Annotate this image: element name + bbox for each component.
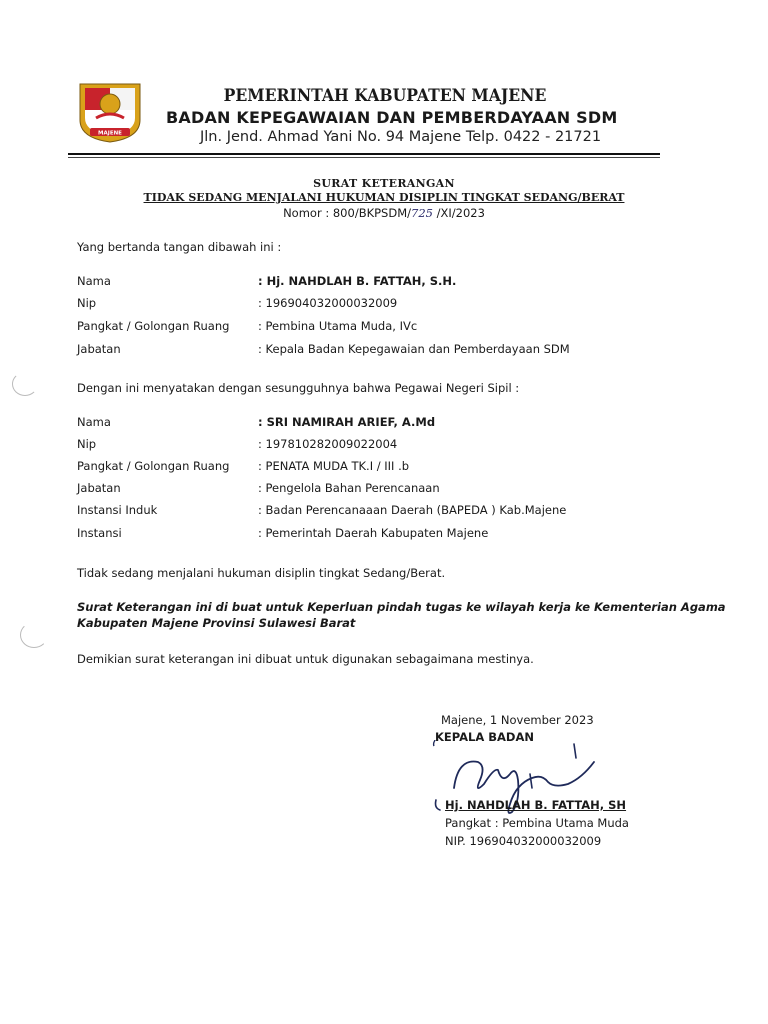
employee-value: : PENATA MUDA TK.I / III .b (258, 459, 410, 473)
signer-row-jabatan (77, 342, 637, 358)
employee-value: : 197810282009022004 (258, 437, 398, 451)
intro-text: Yang bertanda tangan dibawah ini : (77, 240, 282, 254)
employee-label: Nip (77, 437, 97, 451)
document-number-prefix: Nomor : 800/BKPSDM/ (283, 206, 412, 220)
employee-value: : SRI NAMIRAH ARIEF, A.Md (258, 415, 436, 429)
document-subtitle: TIDAK SEDANG MENJALANI HUKUMAN DISIPLIN TINGKAT SEDANG/BERAT (143, 191, 625, 204)
letterhead-agency: BADAN KEPEGAWAIAN DAN PEMBERDAYAAN SDM (166, 108, 618, 127)
employee-value: : Pemerintah Daerah Kabupaten Majene (258, 526, 489, 540)
letterhead-divider (68, 153, 660, 155)
employee-row-jabatan (77, 481, 637, 497)
employee-label: Jabatan (77, 481, 121, 495)
employee-row-nama (77, 415, 637, 431)
signature-rank: Pangkat : Pembina Utama Muda (445, 816, 629, 830)
document-number-handwritten: 725 (411, 206, 433, 220)
logo-text: MAJENE (98, 130, 122, 137)
employee-label: Nama (77, 415, 111, 429)
signer-value: : 196904032000032009 (258, 296, 398, 310)
signature-nip: NIP. 196904032000032009 (445, 834, 602, 848)
signer-value: : Hj. NAHDLAH B. FATTAH, S.H. (258, 274, 457, 288)
signature-place-date: Majene, 1 November 2023 (441, 713, 594, 727)
employee-row-instansi (77, 526, 637, 542)
employee-value: : Pengelola Bahan Perencanaan (258, 481, 440, 495)
signer-value: : Pembina Utama Muda, IVc (258, 319, 418, 333)
purpose-text-line1: Surat Keterangan ini di buat untuk Keperluan pindah tugas ke wilayah kerja ke Kementerian Agama (77, 600, 726, 614)
signature-name: Hj. NAHDLAH B. FATTAH, SH (445, 798, 627, 812)
letterhead-address: Jln. Jend. Ahmad Yani No. 94 Majene Telp. 0422 - 21721 (200, 129, 602, 145)
statement-text: Dengan ini menyatakan dengan sesungguhnya bahwa Pegawai Negeri Sipil : (77, 381, 520, 395)
employee-label: Pangkat / Golongan Ruang (77, 459, 230, 473)
majene-regency-emblem-icon (74, 80, 146, 144)
document-number-suffix: /XI/2023 (432, 206, 485, 220)
signer-row-nip (77, 296, 637, 312)
letterhead-government: PEMERINTAH KABUPATEN MAJENE (223, 86, 547, 106)
signer-row-pangkat (77, 319, 637, 335)
employee-row-instansi-induk (77, 503, 637, 519)
signer-label: Nip (77, 296, 97, 310)
employee-value: : Badan Perencanaaan Daerah (BAPEDA ) Kab.Majene (258, 503, 567, 517)
employee-row-pangkat (77, 459, 637, 475)
signature-role: KEPALA BADAN (435, 730, 535, 744)
purpose-text-line2: Kabupaten Majene Provinsi Sulawesi Barat (77, 616, 356, 630)
document-title: SURAT KETERANGAN (313, 177, 455, 190)
closing-text: Demikian surat keterangan ini dibuat untuk digunakan sebagaimana mestinya. (77, 652, 534, 666)
signer-label: Nama (77, 274, 111, 288)
document-number (0, 206, 768, 220)
punch-hole-mark (12, 372, 38, 396)
signer-value: : Kepala Badan Kepegawaian dan Pemberdayaan SDM (258, 342, 570, 356)
employee-row-nip (77, 437, 637, 453)
employee-label: Instansi (77, 526, 122, 540)
signer-label: Pangkat / Golongan Ruang (77, 319, 230, 333)
signer-row-nama (77, 274, 637, 290)
not-punished-text: Tidak sedang menjalani hukuman disiplin tingkat Sedang/Berat. (77, 566, 446, 580)
letterhead-divider-thin (68, 157, 660, 158)
signer-label: Jabatan (77, 342, 121, 356)
employee-label: Instansi Induk (77, 503, 158, 517)
punch-hole-mark (20, 622, 48, 648)
